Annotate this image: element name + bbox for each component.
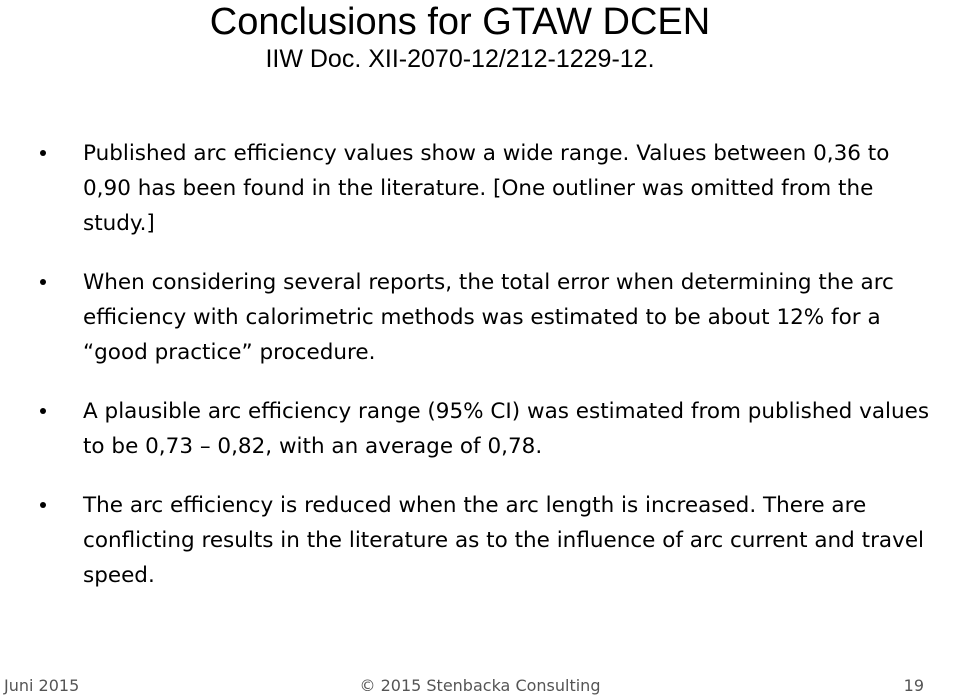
slide-subtitle: IIW Doc. XII-2070-12/212-1229-12. <box>265 45 655 73</box>
bullet-point-icon <box>40 502 46 508</box>
bullet-text: When considering several reports, the total error when determining the arc efficiency with calorimetric methods was estimated to be about 12% for a “good practice” procedure. <box>83 270 894 365</box>
slide-footer <box>0 676 960 698</box>
bullet-item <box>38 394 938 464</box>
bullet-point-icon <box>40 408 46 414</box>
footer-date: Juni 2015 <box>4 676 80 695</box>
page-number: 19 <box>903 676 924 695</box>
bullet-text: Published arc efficiency values show a wide range. Values between 0,36 to 0,90 has been found in the literature. [One outliner was omitted from the study.] <box>83 141 890 236</box>
slide-title: Conclusions for GTAW DCEN <box>209 1 711 43</box>
title-block <box>0 0 920 74</box>
bullet-item <box>38 488 938 593</box>
bullet-text: The arc efficiency is reduced when the arc length is increased. There are conflicting results in the literature as to the influence of arc current and travel speed. <box>83 493 925 588</box>
bullet-item <box>38 265 938 370</box>
bullet-point-icon <box>40 279 46 285</box>
footer-copyright: © 2015 Stenbacka Consulting <box>359 676 601 695</box>
bullet-list <box>38 136 938 617</box>
bullet-text: A plausible arc efficiency range (95% CI) was estimated from published values to be 0,73 – 0,82, with an average of 0,78. <box>83 399 930 459</box>
bullet-point-icon <box>40 150 46 156</box>
bullet-item <box>38 136 938 241</box>
